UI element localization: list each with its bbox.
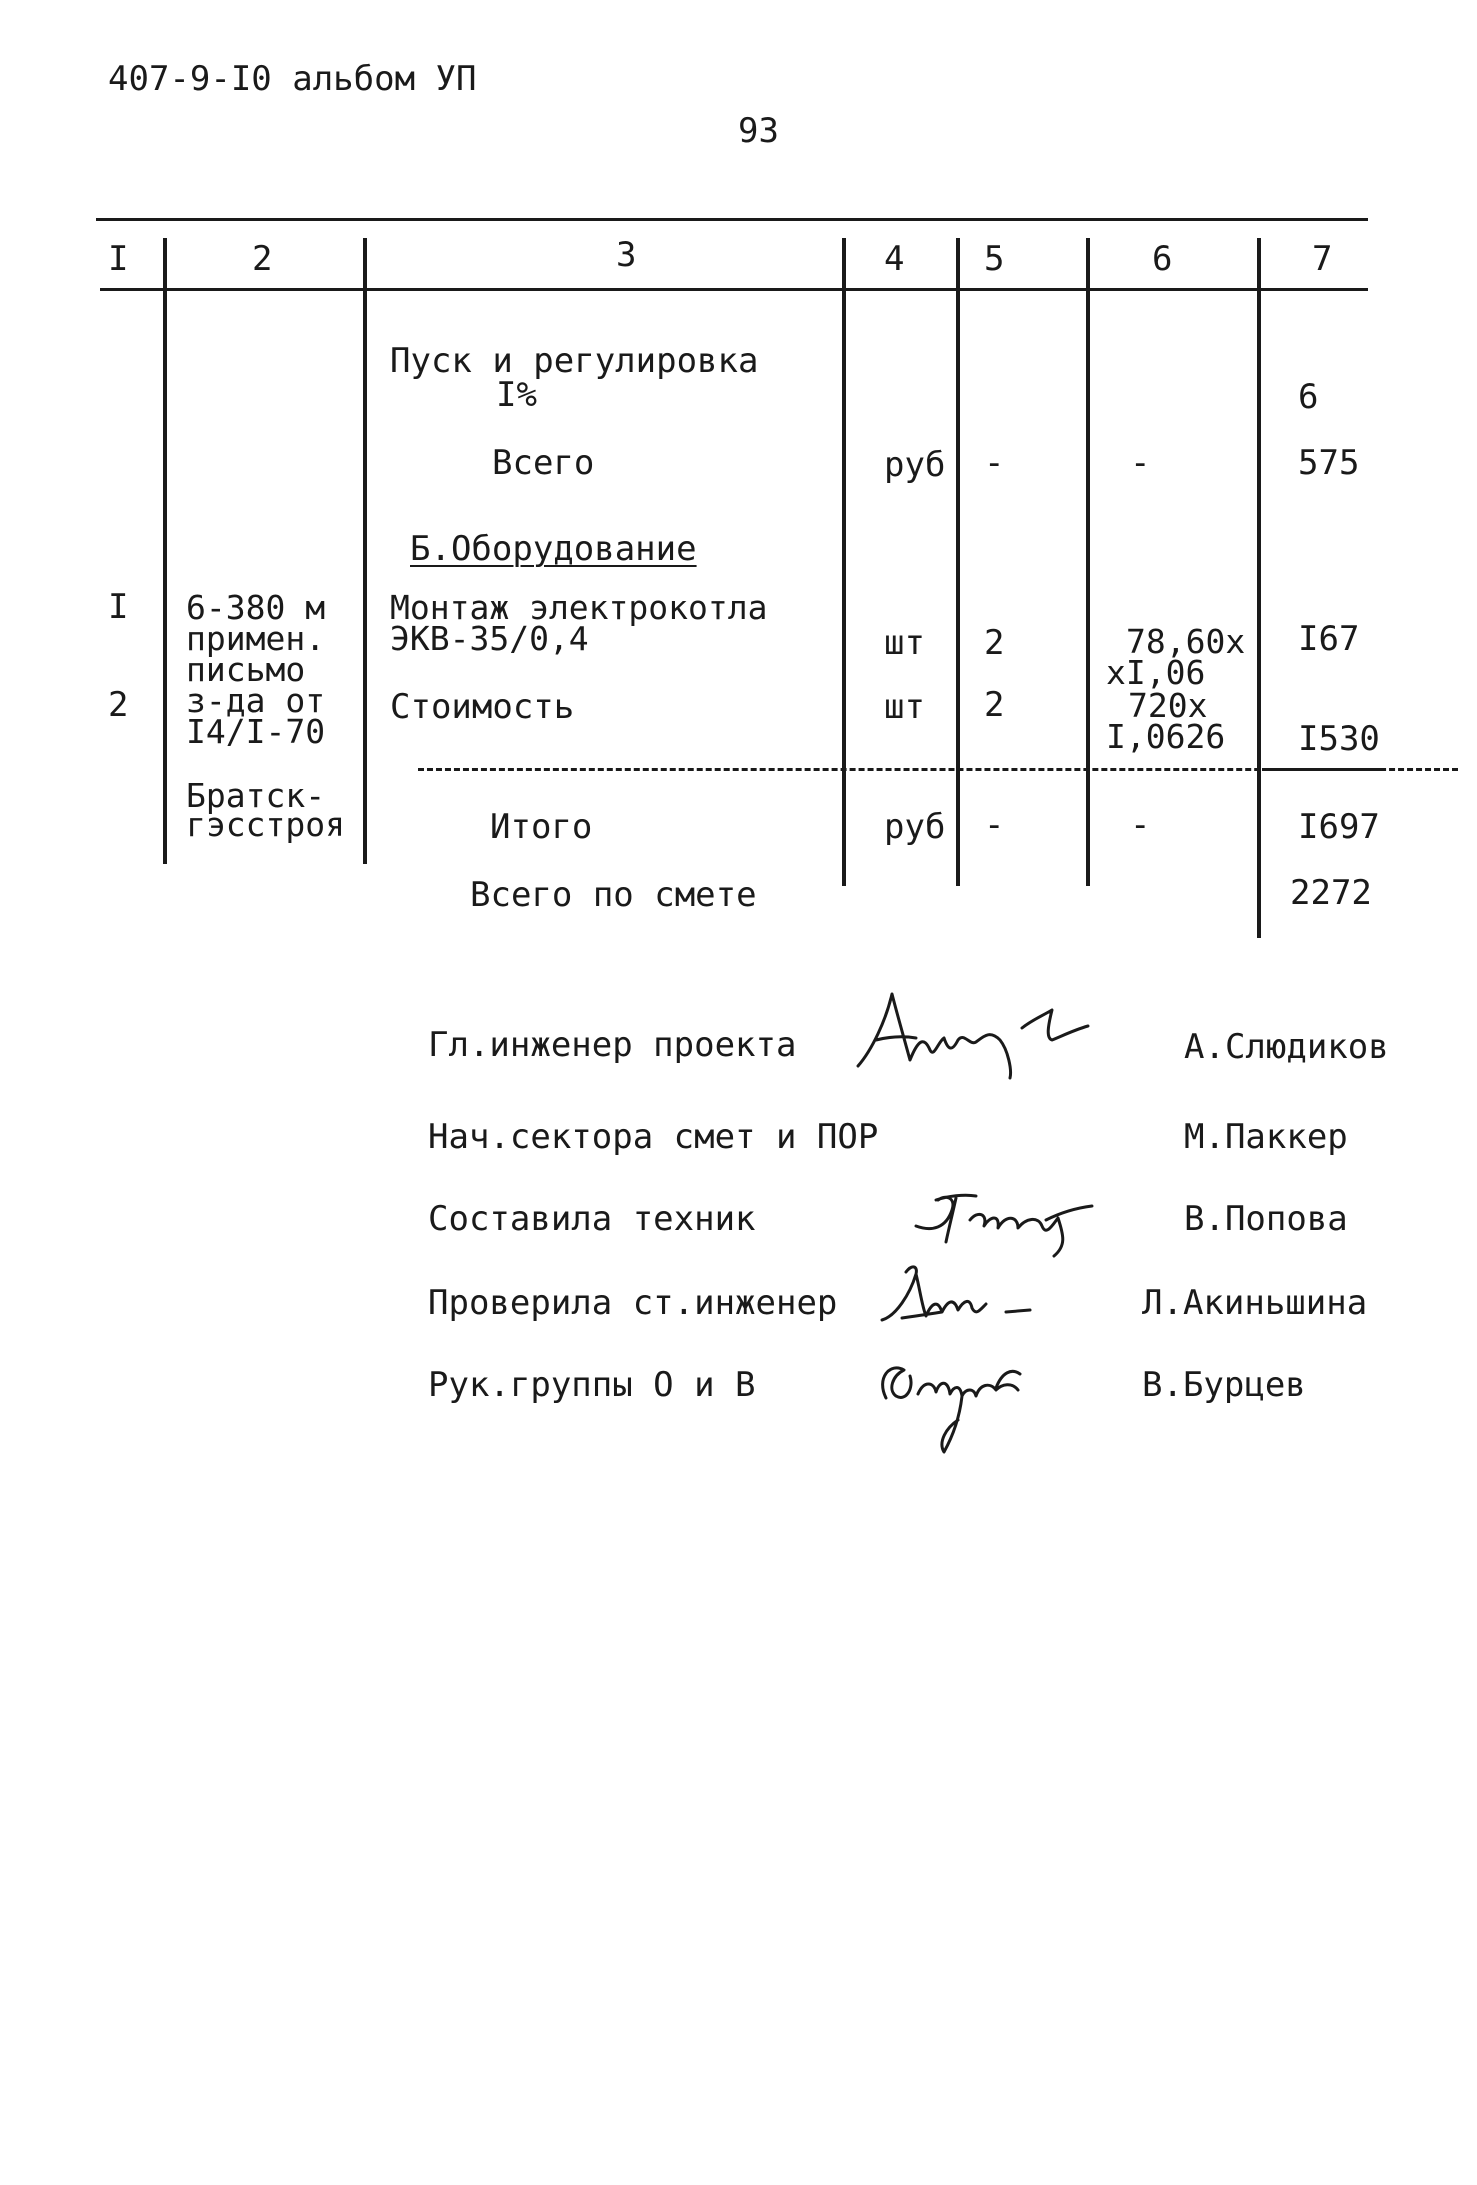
grand-total-value: 2272 [1290,873,1372,913]
column-header-7: 7 [1312,239,1333,279]
album-reference: 407-9-I0 альбом УП [108,59,477,99]
subtotal-label: Всего [492,443,595,483]
row-1-number: I [108,587,129,627]
subtotal-price: - [1130,443,1151,483]
row-1-total: I67 [1298,619,1360,659]
signature-role: Составила техник [428,1199,756,1239]
handwritten-signature [906,1180,1106,1260]
itogo-label: Итого [490,807,593,847]
row-1-price-line1: 78,60х [1126,622,1246,661]
grand-total-label: Всего по смете [470,875,757,915]
signature-role: Рук.группы О и В [428,1365,756,1405]
basis-line: Братск- [186,776,326,815]
basis-line: I4/I-70 [186,712,326,751]
handwritten-signature [852,980,1102,1080]
row-1-name-line1: Монтаж электрокотла [390,588,768,627]
subtotal-unit: руб [884,445,946,485]
itogo-qty: - [984,805,1005,845]
signature-name: В.Бурцев [1142,1365,1306,1405]
signature-name: А.Слюдиков [1184,1027,1389,1067]
basis-line: письмо [186,650,306,689]
itogo-value: I697 [1298,807,1380,847]
itogo-unit: руб [884,807,946,847]
column-header-1: I [108,239,129,279]
row-1-unit: шт [884,623,925,663]
handwritten-signature [862,1340,1062,1460]
section-title: Б.Оборудование [410,529,697,569]
signature-role: Гл.инженер проекта [428,1025,797,1065]
row-1-name-line2: ЭКВ-35/0,4 [390,619,589,658]
row-2-unit: шт [884,687,925,727]
page-number: 93 [738,111,779,151]
signature-name: Л.Акиньшина [1142,1283,1368,1323]
signature-name: М.Паккер [1184,1117,1348,1157]
column-header-2: 2 [252,239,273,279]
signature-role: Нач.сектора смет и ПОР [428,1117,879,1157]
basis-line: примен. [186,619,326,658]
row-2-number: 2 [108,685,129,725]
basis-line: гэсстроя [186,805,345,844]
row-2-name: Стоимость [390,687,575,727]
subtotal-qty: - [984,443,1005,483]
basis-line: з-да от [186,681,326,720]
handwritten-signature [876,1254,1076,1334]
signature-name: В.Попова [1184,1199,1348,1239]
column-header-6: 6 [1152,239,1173,279]
column-header-3: 3 [616,235,637,275]
itogo-price: - [1130,805,1151,845]
commissioning-value: 6 [1298,377,1319,417]
row-2-price-line2: I,0626 [1106,717,1226,756]
column-header-5: 5 [984,239,1005,279]
column-header-4: 4 [884,239,905,279]
row-2-price-line1: 720х [1128,686,1208,725]
commissioning-percent: I% [496,375,537,415]
row-1-qty: 2 [984,623,1005,663]
row-1-price-line2: хI,06 [1106,653,1206,692]
row-2-qty: 2 [984,685,1005,725]
commissioning-label: Пуск и регулировка [390,341,759,381]
row-2-total: I530 [1298,719,1380,759]
signature-role: Проверила ст.инженер [428,1283,838,1323]
basis-line: 6-380 м [186,588,326,627]
subtotal-value: 575 [1298,443,1360,483]
